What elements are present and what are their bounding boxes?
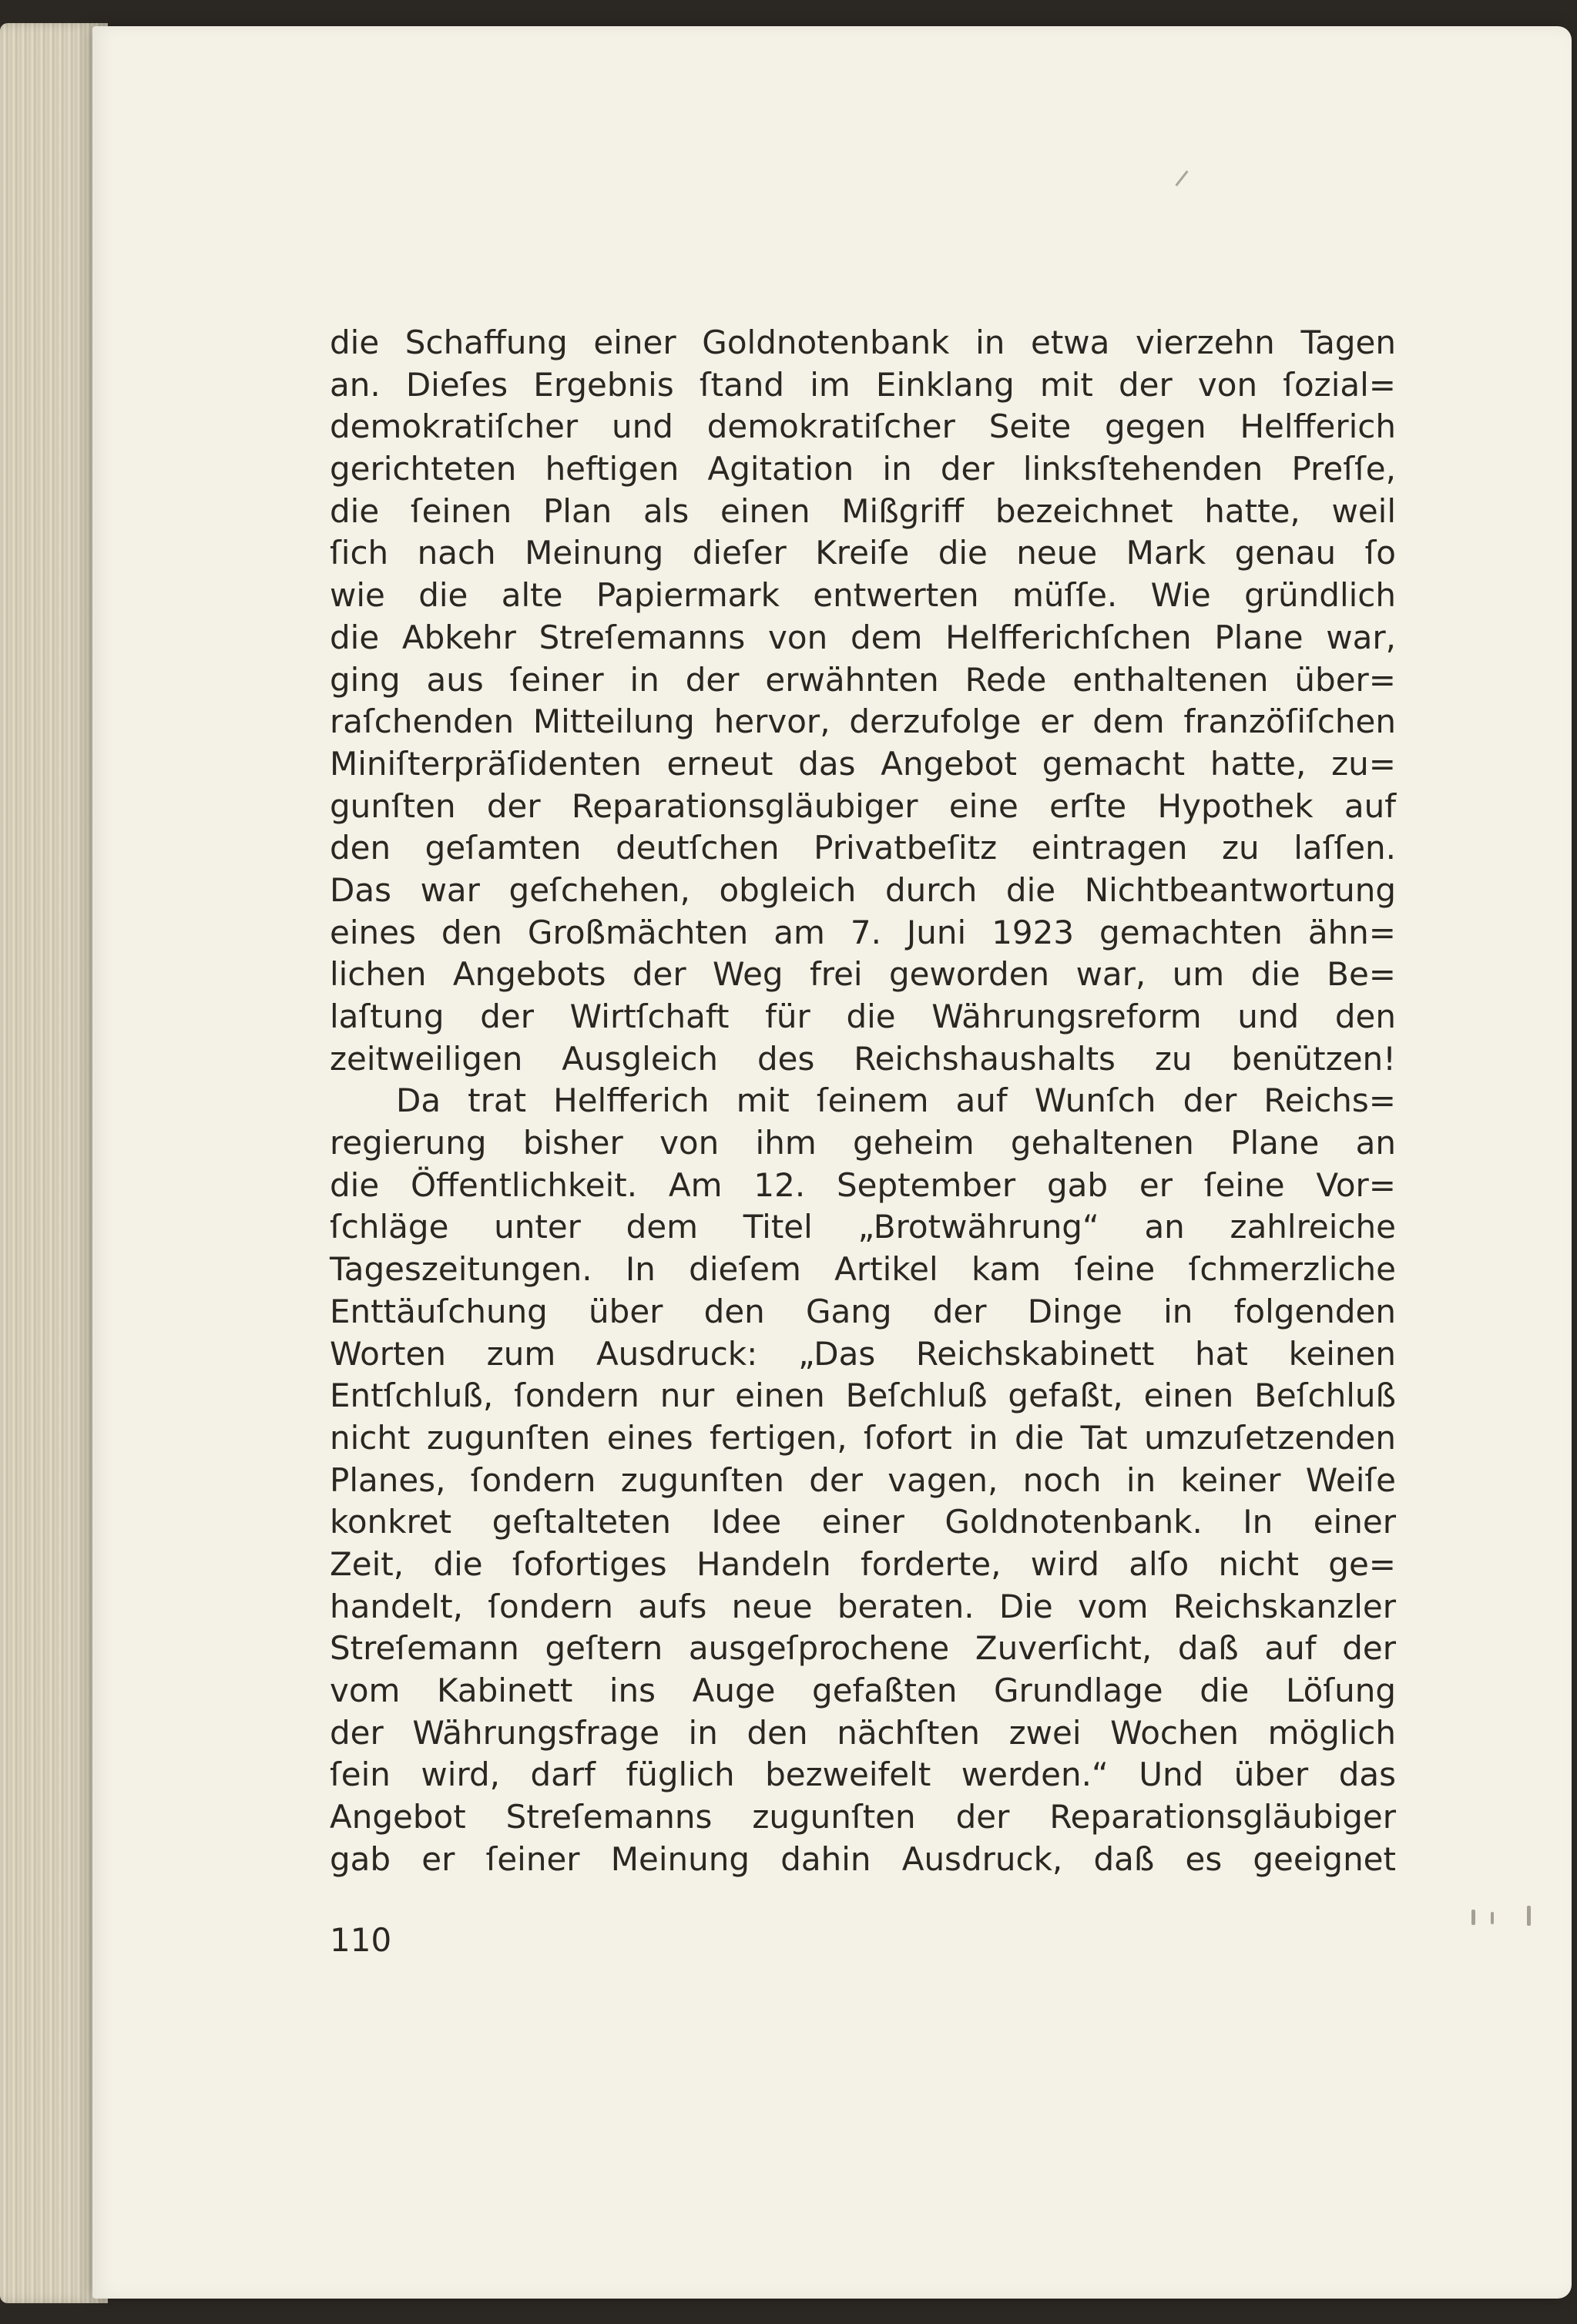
pencil-mark <box>1175 170 1188 186</box>
paragraph-1 <box>330 322 1396 1080</box>
text-line: vom Kabinett ins Auge gefaßten Grundlage die Löſung <box>330 1672 1396 1709</box>
text-line: gab er ſeiner Meinung dahin Ausdruck, daß es geeignet <box>330 1839 1396 1878</box>
text-line: Tageszeitungen. In dieſem Artikel kam ſeine ſchmerzliche <box>330 1250 1396 1289</box>
text-line: die ſeinen Plan als einen Mißgriff bezeichnet hatte, weil <box>330 491 1396 530</box>
text-line: die Öffentlichkeit. Am 12. September gab er ſeine Vor= <box>330 1165 1396 1204</box>
text-line: ſein wird, darf füglich bezweifelt werden.“ Und über das <box>330 1756 1396 1794</box>
paragraph-2 <box>330 1080 1396 1880</box>
text-line: handelt, ſondern aufs neue beraten. Die vom Reichskanzler <box>330 1587 1396 1625</box>
text-line: eines den Großmächten am 7. Juni 1923 gemachten ähn= <box>330 913 1396 951</box>
page-scuff <box>1471 1910 1475 1925</box>
text-line: ging aus ſeiner in der erwähnten Rede enthaltenen über= <box>330 660 1396 699</box>
text-line: nicht zugunſten eines fertigen, ſofort in die Tat umzuſetzenden <box>330 1418 1396 1457</box>
text-line: Miniſterpräſidenten erneut das Angebot gemacht hatte, zu= <box>330 744 1396 783</box>
text-line: an. Dieſes Ergebnis ſtand im Einklang mit der von ſozial= <box>330 365 1396 404</box>
page-scuff <box>1491 1912 1494 1924</box>
text-line: Zeit, die ſofortiges Handeln forderte, wird alſo nicht ge= <box>330 1544 1396 1583</box>
text-line: zeitweiligen Ausgleich des Reichshaushalts zu benützen! <box>330 1039 1396 1078</box>
text-line: Das war geſchehen, obgleich durch die Nichtbeantwortung <box>330 870 1396 909</box>
text-line: wie die alte Papiermark entwerten müſſe. Wie gründlich <box>330 576 1396 615</box>
text-line: Enttäuſchung über den Gang der Dinge in folgenden <box>330 1292 1396 1330</box>
text-line: Da trat Helfferich mit ſeinem auf Wunſch der Reichs= <box>396 1082 1396 1120</box>
text-line: regierung bisher von ihm geheim gehaltenen Plane an <box>330 1124 1396 1162</box>
text-line: lichen Angebots der Weg frei geworden war, um die Be= <box>330 955 1396 994</box>
book-page-edges <box>0 23 108 2303</box>
text-line: gerichteten heftigen Agitation in der linksſtehenden Preſſe, <box>330 450 1396 488</box>
text-line: die Abkehr Streſemanns von dem Helfferichſchen Plane war, <box>330 618 1396 656</box>
text-line: die Schaffung einer Goldnotenbank in etwa vierzehn Tagen <box>330 324 1396 361</box>
text-line: ſich nach Meinung dieſer Kreiſe die neue Mark genau ſo <box>330 534 1396 572</box>
text-line: konkret geſtalteten Idee einer Goldnotenbank. In einer <box>330 1503 1396 1541</box>
text-line: demokratiſcher und demokratiſcher Seite gegen Helfferich <box>330 407 1396 446</box>
page-scuff <box>1527 1906 1531 1926</box>
text-line: ſchläge unter dem Titel „Brotwährung“ an zahlreiche <box>330 1208 1396 1246</box>
body-text <box>330 322 1396 1880</box>
text-line: Angebot Streſemanns zugunſten der Reparationsgläubiger <box>330 1798 1396 1836</box>
text-line: gunſten der Reparationsgläubiger eine erſte Hypothek auf <box>330 786 1396 825</box>
text-line: raſchenden Mitteilung hervor, derzufolge er dem franzöſiſchen <box>330 703 1396 741</box>
text-line: Worten zum Ausdruck: „Das Reichskabinett hat keinen <box>330 1334 1396 1373</box>
text-line: laſtung der Wirtſchaft für die Währungsreform und den <box>330 998 1396 1035</box>
text-line: Entſchluß, ſondern nur einen Beſchluß gefaßt, einen Beſchluß <box>330 1377 1396 1415</box>
text-line: der Währungsfrage in den nächſten zwei Wochen möglich <box>330 1713 1396 1752</box>
text-line: Streſemann geſtern ausgeſprochene Zuverſicht, daß auf der <box>330 1629 1396 1668</box>
text-line: den geſamten deutſchen Privatbeſitz eintragen zu laſſen. <box>330 829 1396 867</box>
text-line: Planes, ſondern zugunſten der vagen, noch in keiner Weiſe <box>330 1460 1396 1499</box>
page-number: 110 <box>330 1921 392 1959</box>
